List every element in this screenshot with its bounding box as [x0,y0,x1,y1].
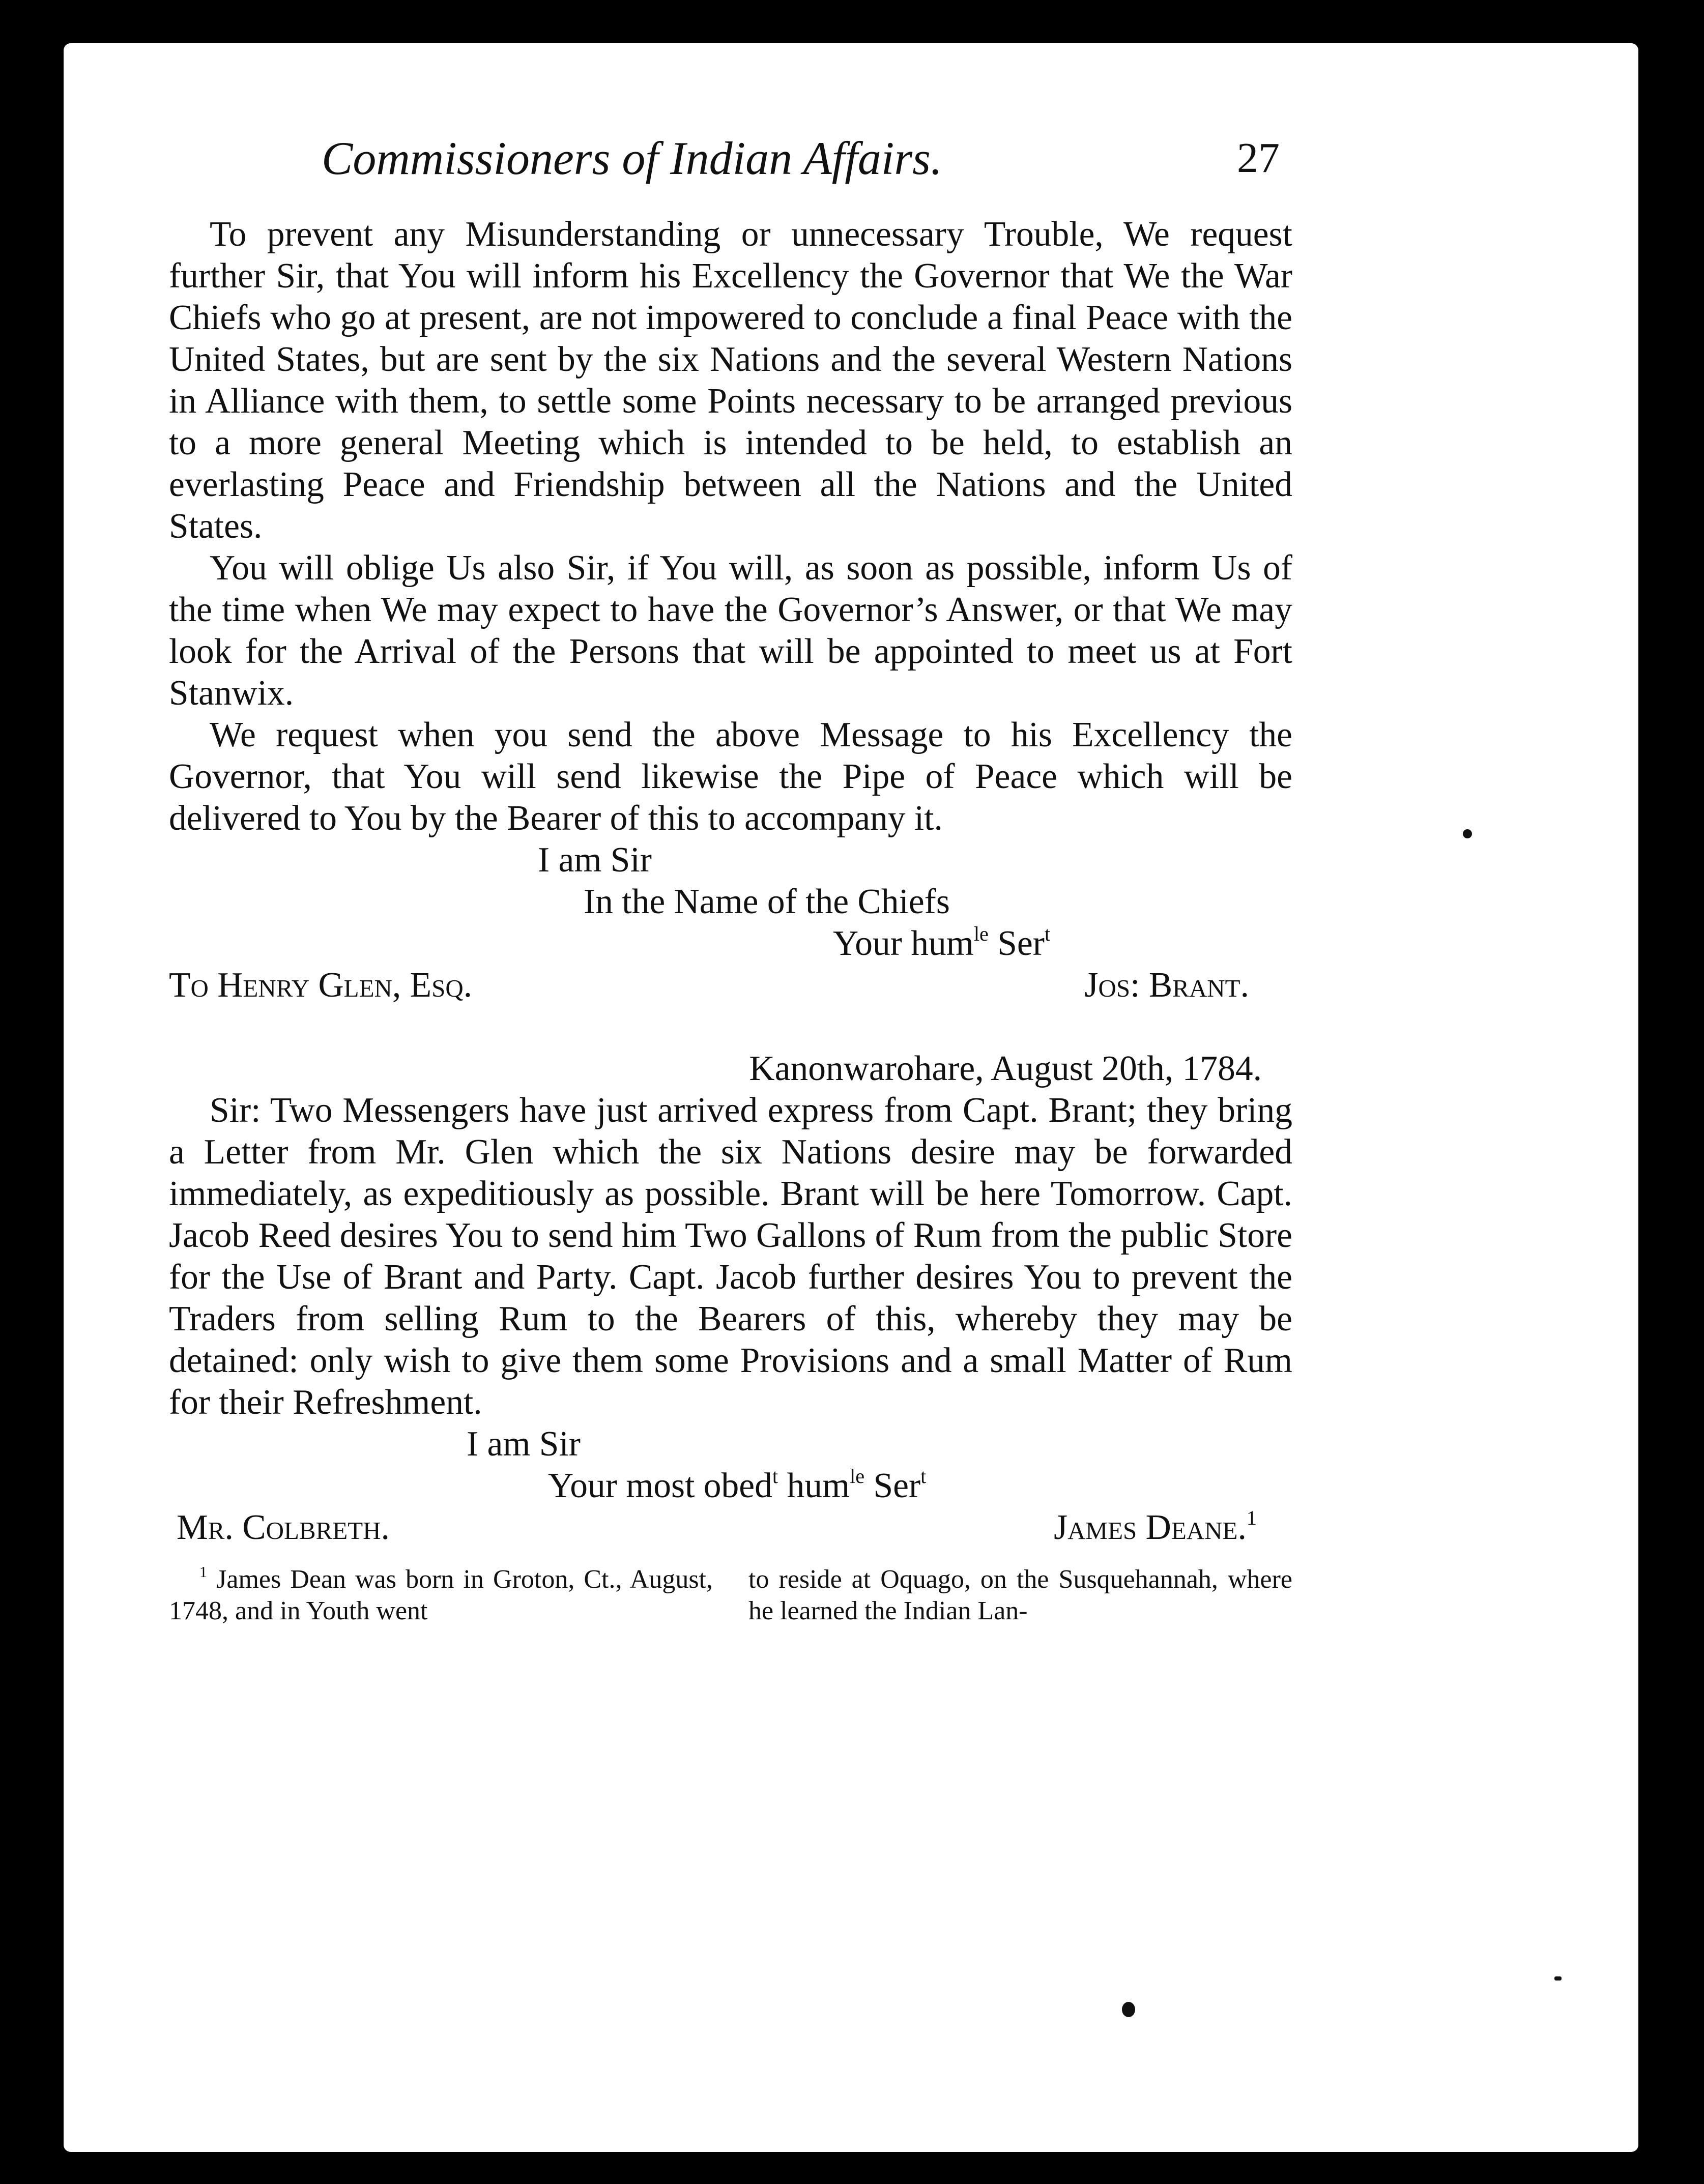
letter1-closing-3-sup1: le [973,922,989,945]
letter1-closing-3 [833,923,1050,965]
letter1-closing-3-a: Your hum [833,924,974,963]
letter2-closing-2-sup1: t [772,1464,778,1488]
letter1-closing-1: I am Sir [538,840,652,880]
footnote-column-1 [169,1564,713,1627]
letter1-signature-row [169,965,1292,1006]
scan-speck [1122,2002,1135,2017]
letter1-signature: Jos: Brant. [1084,966,1249,1005]
letter1-closing-2: In the Name of the Chiefs [584,882,950,921]
letter2-dateline-row [169,1048,1292,1090]
letter1-closing-3-sup2: t [1044,922,1051,945]
letter1-closing-3-row [169,923,1292,965]
footnote-column-2 [748,1564,1292,1627]
letter1-closing-3-b: Ser [988,924,1045,963]
document-page [64,43,1638,2152]
letter2-closing-2-c: Ser [864,1466,921,1505]
letter1-closing-2-row [169,881,1292,923]
letter2-signature [1054,1507,1257,1549]
footnote-text-1: James Dean was born in Groton, Ct., August, 1748, and in Youth went [169,1565,713,1625]
letter2-signature-row [169,1507,1292,1549]
letter2-closing-2-row [169,1465,1292,1507]
footnote-mark: 1 [199,1563,208,1581]
letter2-paragraph: Sir: Two Messengers have just arrived express from Capt. Brant; they bring a Letter from Mr. Glen which the six Nations desire may be forwarded immediately, as expeditiously as possible. Brant will be here Tomorrow. Capt. Jacob Reed desires You to send him Two Gallons of Rum from the public Store for the Use of Brant and Party. Capt. Jacob further desires You to prevent the Traders from selling Rum to the Bearers of this, whereby they may be detained: only wish to give them some Provisions and a small Matter of Rum for their Refreshment. [169,1091,1292,1422]
letter2-closing-1-row [169,1423,1292,1465]
letter2-signature-name: James Deane. [1054,1508,1247,1547]
scan-speck [1463,829,1472,838]
letter1-closing-1-row [169,839,1292,881]
letter1-addressee: To Henry Glen, Esq. [169,966,473,1005]
letter2-closing-2 [548,1465,926,1507]
page-body [169,214,1292,1627]
running-title: Commissioners of Indian Affairs. [322,132,942,184]
page-header [169,132,1292,198]
letter1-paragraph-1: To prevent any Misunderstanding or unnecessary Trouble, We request further Sir, that You will inform his Excellency the Governor that We the War Chiefs who go at present, are not impowered to conclude a final Peace with the United States, but are sent by the six Nations and the several Western Nations in Alliance with them, to settle some Points necessary to be arranged previous to a more general Meeting which is intended to be held, to establish an everlasting Peace and Friendship between all the Nations and the United States. [169,215,1292,546]
letter2-closing-2-a: Your most obed [548,1466,772,1505]
letter2-closing-2-sup2: le [850,1464,865,1488]
scan-speck [1554,1976,1562,1981]
letter2-dateline: Kanonwarohare, August 20th, 1784. [749,1049,1262,1088]
letter2-closing-2-sup3: t [920,1464,927,1488]
page-number: 27 [1237,134,1280,182]
letter2-addressee: Mr. Colbreth. [177,1508,390,1547]
letter-spacer [169,1006,1292,1048]
letter2-footnote-mark: 1 [1246,1506,1257,1529]
letter2-closing-2-b: hum [778,1466,850,1505]
footnotes [169,1564,1292,1627]
letter2-closing-1: I am Sir [467,1424,581,1464]
letter1-paragraph-3: We request when you send the above Message to his Excellency the Governor, that You will send likewise the Pipe of Peace which will be delivered to You by the Bearer of this to accompany it. [169,715,1292,838]
letter1-paragraph-2: You will oblige Us also Sir, if You will, as soon as possible, inform Us of the time when We may expect to have the Governor’s Answer, or that We may look for the Arrival of the Persons that will be appointed to meet us at Fort Stanwix. [169,548,1292,713]
footnote-text-2: to reside at Oquago, on the Susquehannah, where he learned the Indian Lan- [748,1565,1292,1625]
